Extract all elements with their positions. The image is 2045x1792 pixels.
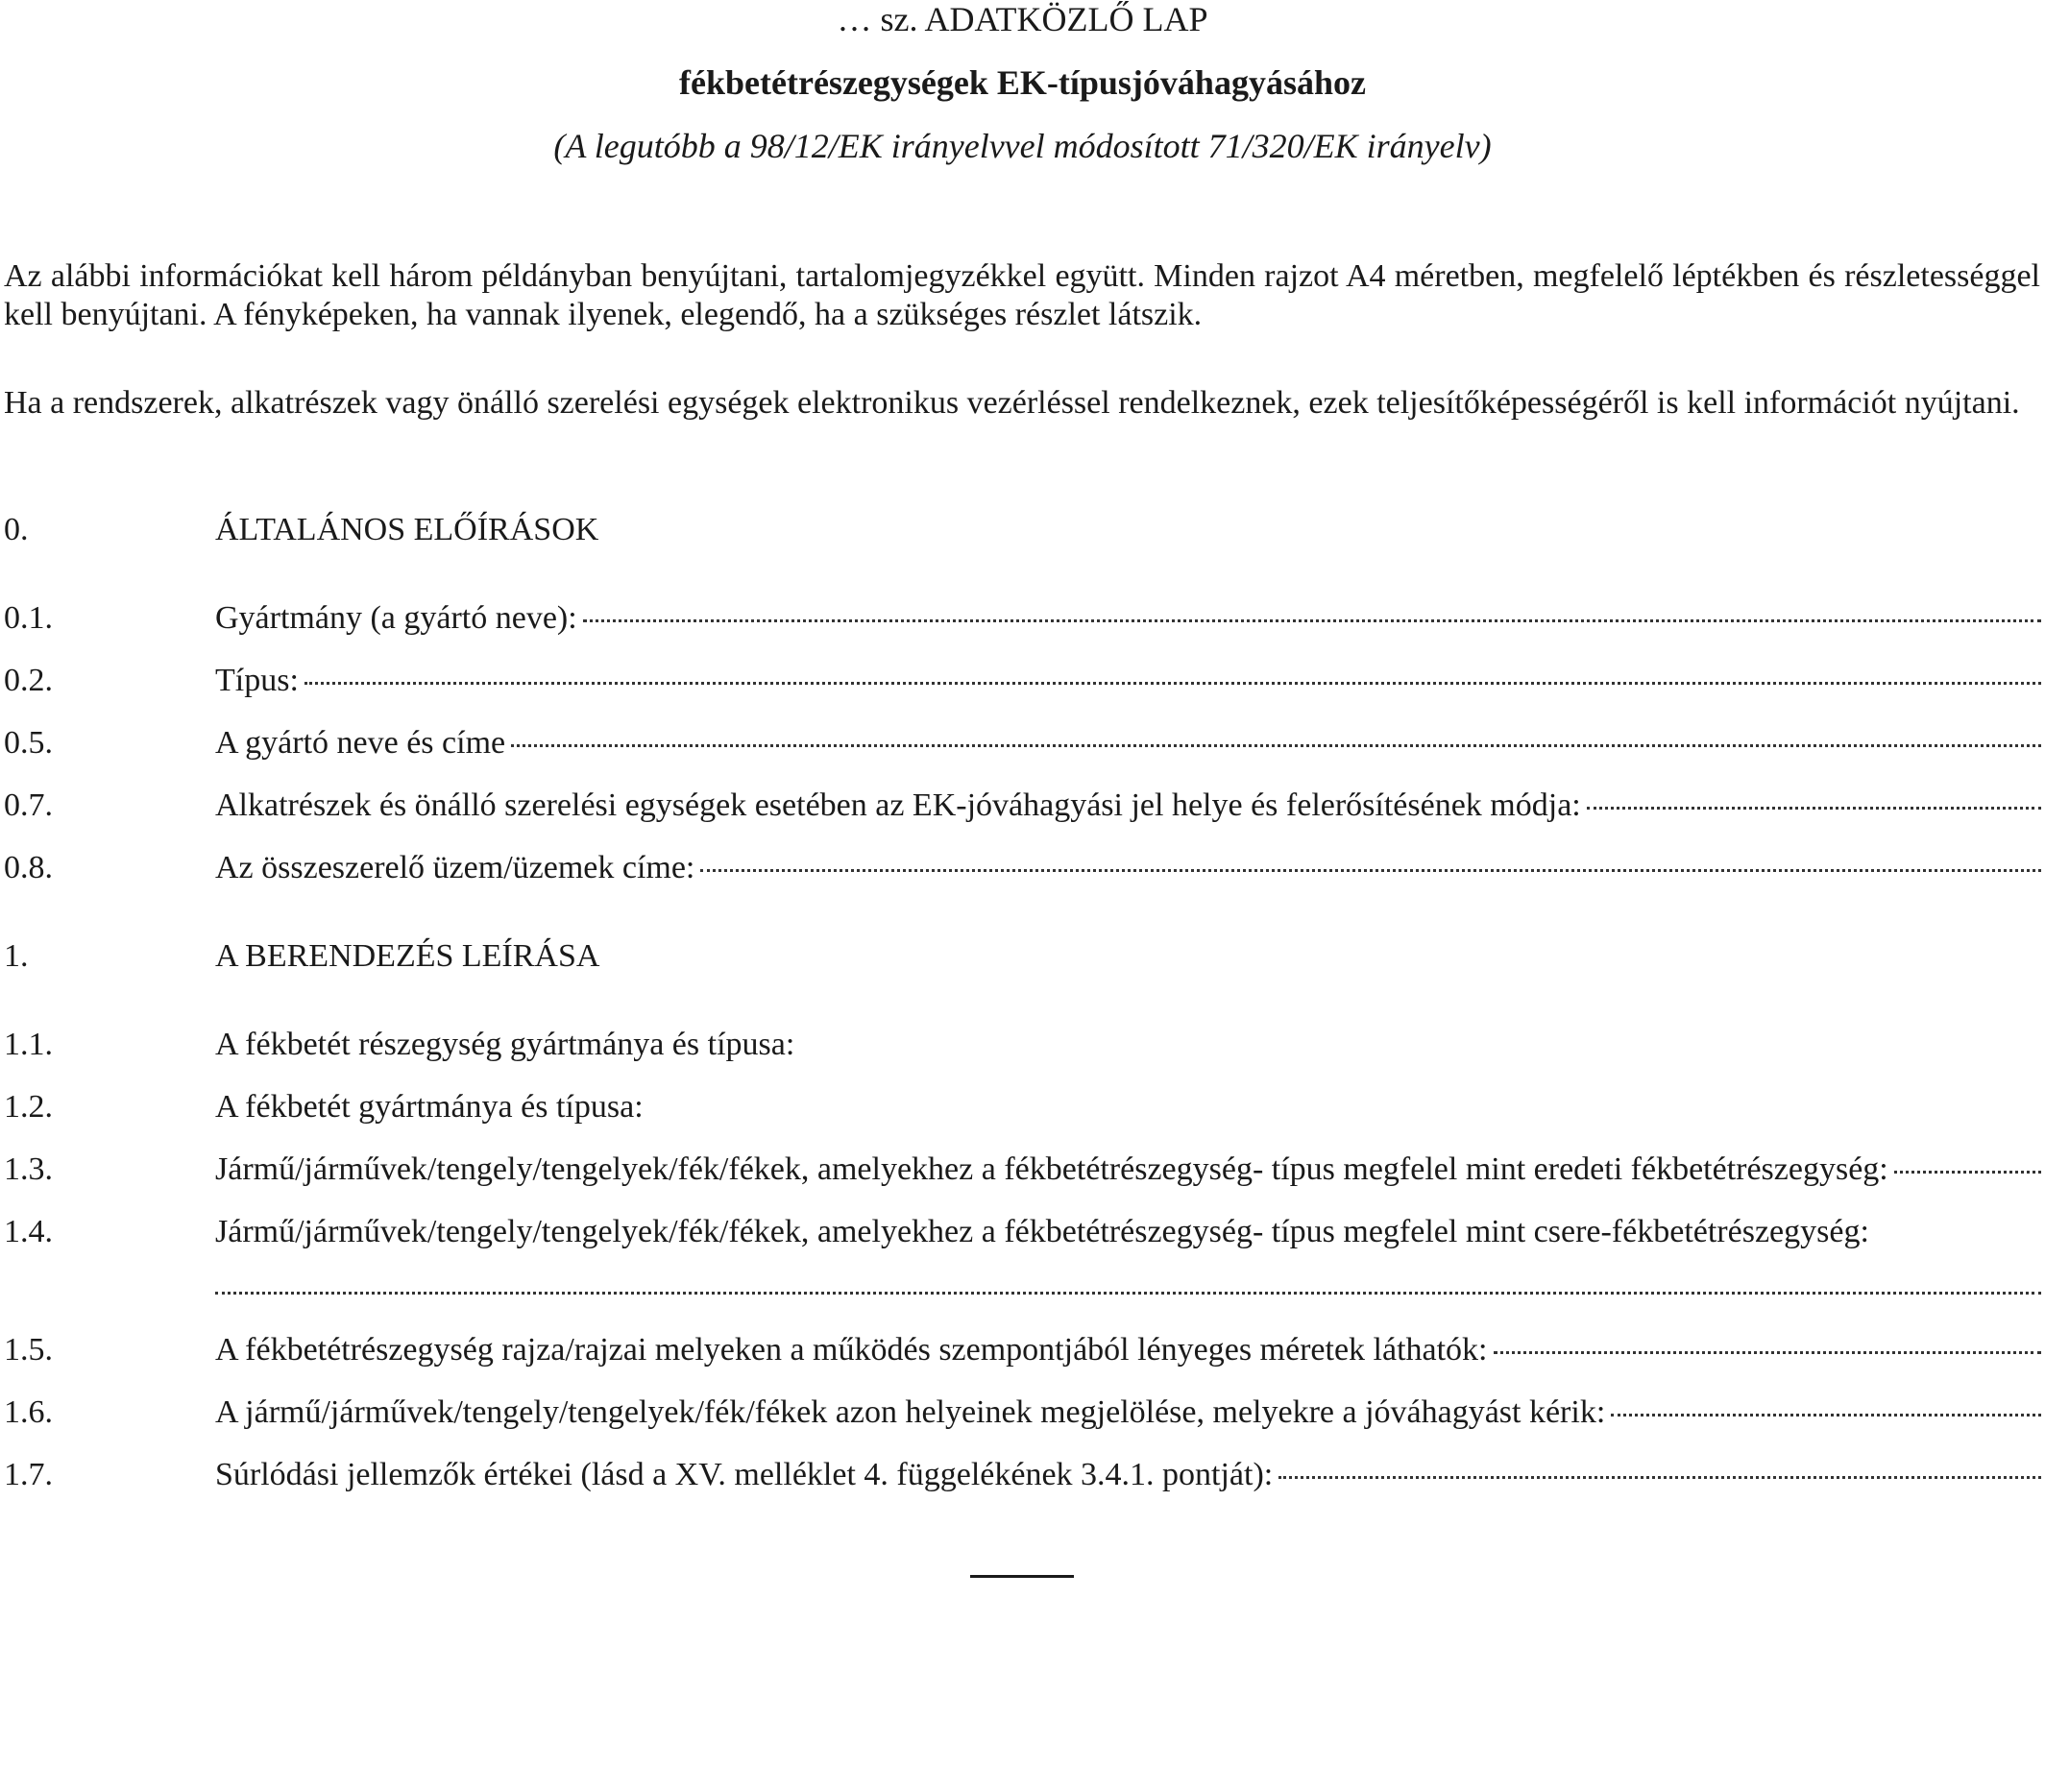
section-heading-1 xyxy=(0,935,2041,978)
item-number: 1.2. xyxy=(4,1089,53,1125)
item-number: 1. xyxy=(4,938,29,974)
field-label: Súrlódási jellemzők értékei (lásd a XV. melléklet 4. függelékének 3.4.1. pontját): xyxy=(215,1457,1274,1492)
form-row-1-7 xyxy=(0,1454,2041,1496)
form-row-1-4 xyxy=(0,1211,2041,1253)
form-row-1-1 xyxy=(0,1024,2041,1066)
form-row-0-8 xyxy=(0,847,2041,889)
item-number: 1.3. xyxy=(4,1151,53,1187)
fill-in-field-approval-mark[interactable] xyxy=(1587,806,2041,810)
document-subtitle: fékbetétrészegységek EK-típusjóváhagyásához xyxy=(679,63,1366,102)
form-row-1-2 xyxy=(0,1086,2041,1128)
form-row-1-3 xyxy=(0,1149,2041,1191)
field-label: Gyártmány (a gyártó neve): xyxy=(215,600,577,636)
field-label: Alkatrészek és önálló szerelési egységek esetében az EK-jóváhagyási jel helye és felerősítésének módja: xyxy=(215,787,1581,823)
field-label: A fékbetét gyártmánya és típusa: xyxy=(215,1089,644,1125)
form-row-0-2 xyxy=(0,660,2041,702)
section-heading-0 xyxy=(0,509,2041,551)
item-number: 1.7. xyxy=(4,1457,53,1492)
item-number: 0.8. xyxy=(4,850,53,885)
item-number: 1.6. xyxy=(4,1394,53,1430)
field-label: A fékbetétrészegység rajza/rajzai melyeken a működés szempontjából lényeges méretek láthatók: xyxy=(215,1332,1488,1368)
fill-in-field-original-equipment[interactable] xyxy=(1894,1170,2041,1174)
document-note: (A legutóbb a 98/12/EK irányelvvel módosított 71/320/EK irányelv) xyxy=(553,127,1492,165)
fill-in-field-approval-locations[interactable] xyxy=(1611,1413,2041,1417)
fill-in-field-manufacturer-address[interactable] xyxy=(511,743,2041,747)
field-label: A gyártó neve és címe xyxy=(215,725,506,761)
field-label: A fékbetét részegység gyártmánya és típusa: xyxy=(215,1027,795,1062)
item-number: 0.5. xyxy=(4,725,53,761)
item-number: 0. xyxy=(4,512,29,547)
form-row-1-6 xyxy=(0,1392,2041,1434)
field-label: Jármű/járművek/tengely/tengelyek/fék/fékek, amelyekhez a fékbetétrészegység- típus megfelel mint csere-fékbetétrészegység: xyxy=(215,1214,1869,1249)
field-label: Típus: xyxy=(215,663,299,698)
form-row-0-1 xyxy=(0,597,2041,640)
fill-in-field-friction-values[interactable] xyxy=(1278,1475,2041,1479)
item-number: 1.5. xyxy=(4,1332,53,1368)
field-label: Az összeszerelő üzem/üzemek címe: xyxy=(215,850,695,885)
fill-in-field-manufacturer[interactable] xyxy=(583,618,2041,622)
fill-in-field-drawings[interactable] xyxy=(1494,1350,2041,1354)
item-number: 0.7. xyxy=(4,787,53,823)
fill-in-field-assembly-plant[interactable] xyxy=(700,868,2041,872)
section-heading-label: A BERENDEZÉS LEÍRÁSA xyxy=(215,938,600,974)
field-label: Jármű/járművek/tengely/tengelyek/fék/fékek, amelyekhez a fékbetétrészegység- típus megfelel mint eredeti fékbetétrészegység: xyxy=(215,1151,1888,1187)
section-heading-label: ÁLTALÁNOS ELŐÍRÁSOK xyxy=(215,512,599,547)
intro-paragraph-2: Ha a rendszerek, alkatrészek vagy önálló szerelési egységek elektronikus vezérléssel rendelkeznek, ezek teljesítőképességéről is kell információt nyújtani. xyxy=(4,385,2020,421)
intro-paragraph-1: Az alábbi információkat kell három példányban benyújtani, tartalomjegyzékkel együtt. Minden rajzot A4 méretben, megfelelő léptékben és részletességgel kell benyújtani. A fényképeken, ha vannak ilyenek, elegendő, ha a szükséges részlet látszik. xyxy=(4,258,2040,332)
item-number: 0.2. xyxy=(4,663,53,698)
end-separator-line xyxy=(970,1575,1074,1578)
document-title: … sz. ADATKÖZLŐ LAP xyxy=(837,0,1208,38)
form-row-0-7 xyxy=(0,785,2041,827)
item-number: 0.1. xyxy=(4,600,53,636)
fill-in-field-replacement-equipment[interactable] xyxy=(215,1291,2041,1295)
field-label: A jármű/járművek/tengely/tengelyek/fék/fékek azon helyeinek megjelölése, melyekre a jóváhagyást kérik: xyxy=(215,1394,1606,1430)
fill-in-field-type[interactable] xyxy=(304,681,2041,685)
item-number: 1.4. xyxy=(4,1214,53,1249)
form-row-0-5 xyxy=(0,722,2041,764)
form-row-1-5 xyxy=(0,1329,2041,1371)
item-number: 1.1. xyxy=(4,1027,53,1062)
